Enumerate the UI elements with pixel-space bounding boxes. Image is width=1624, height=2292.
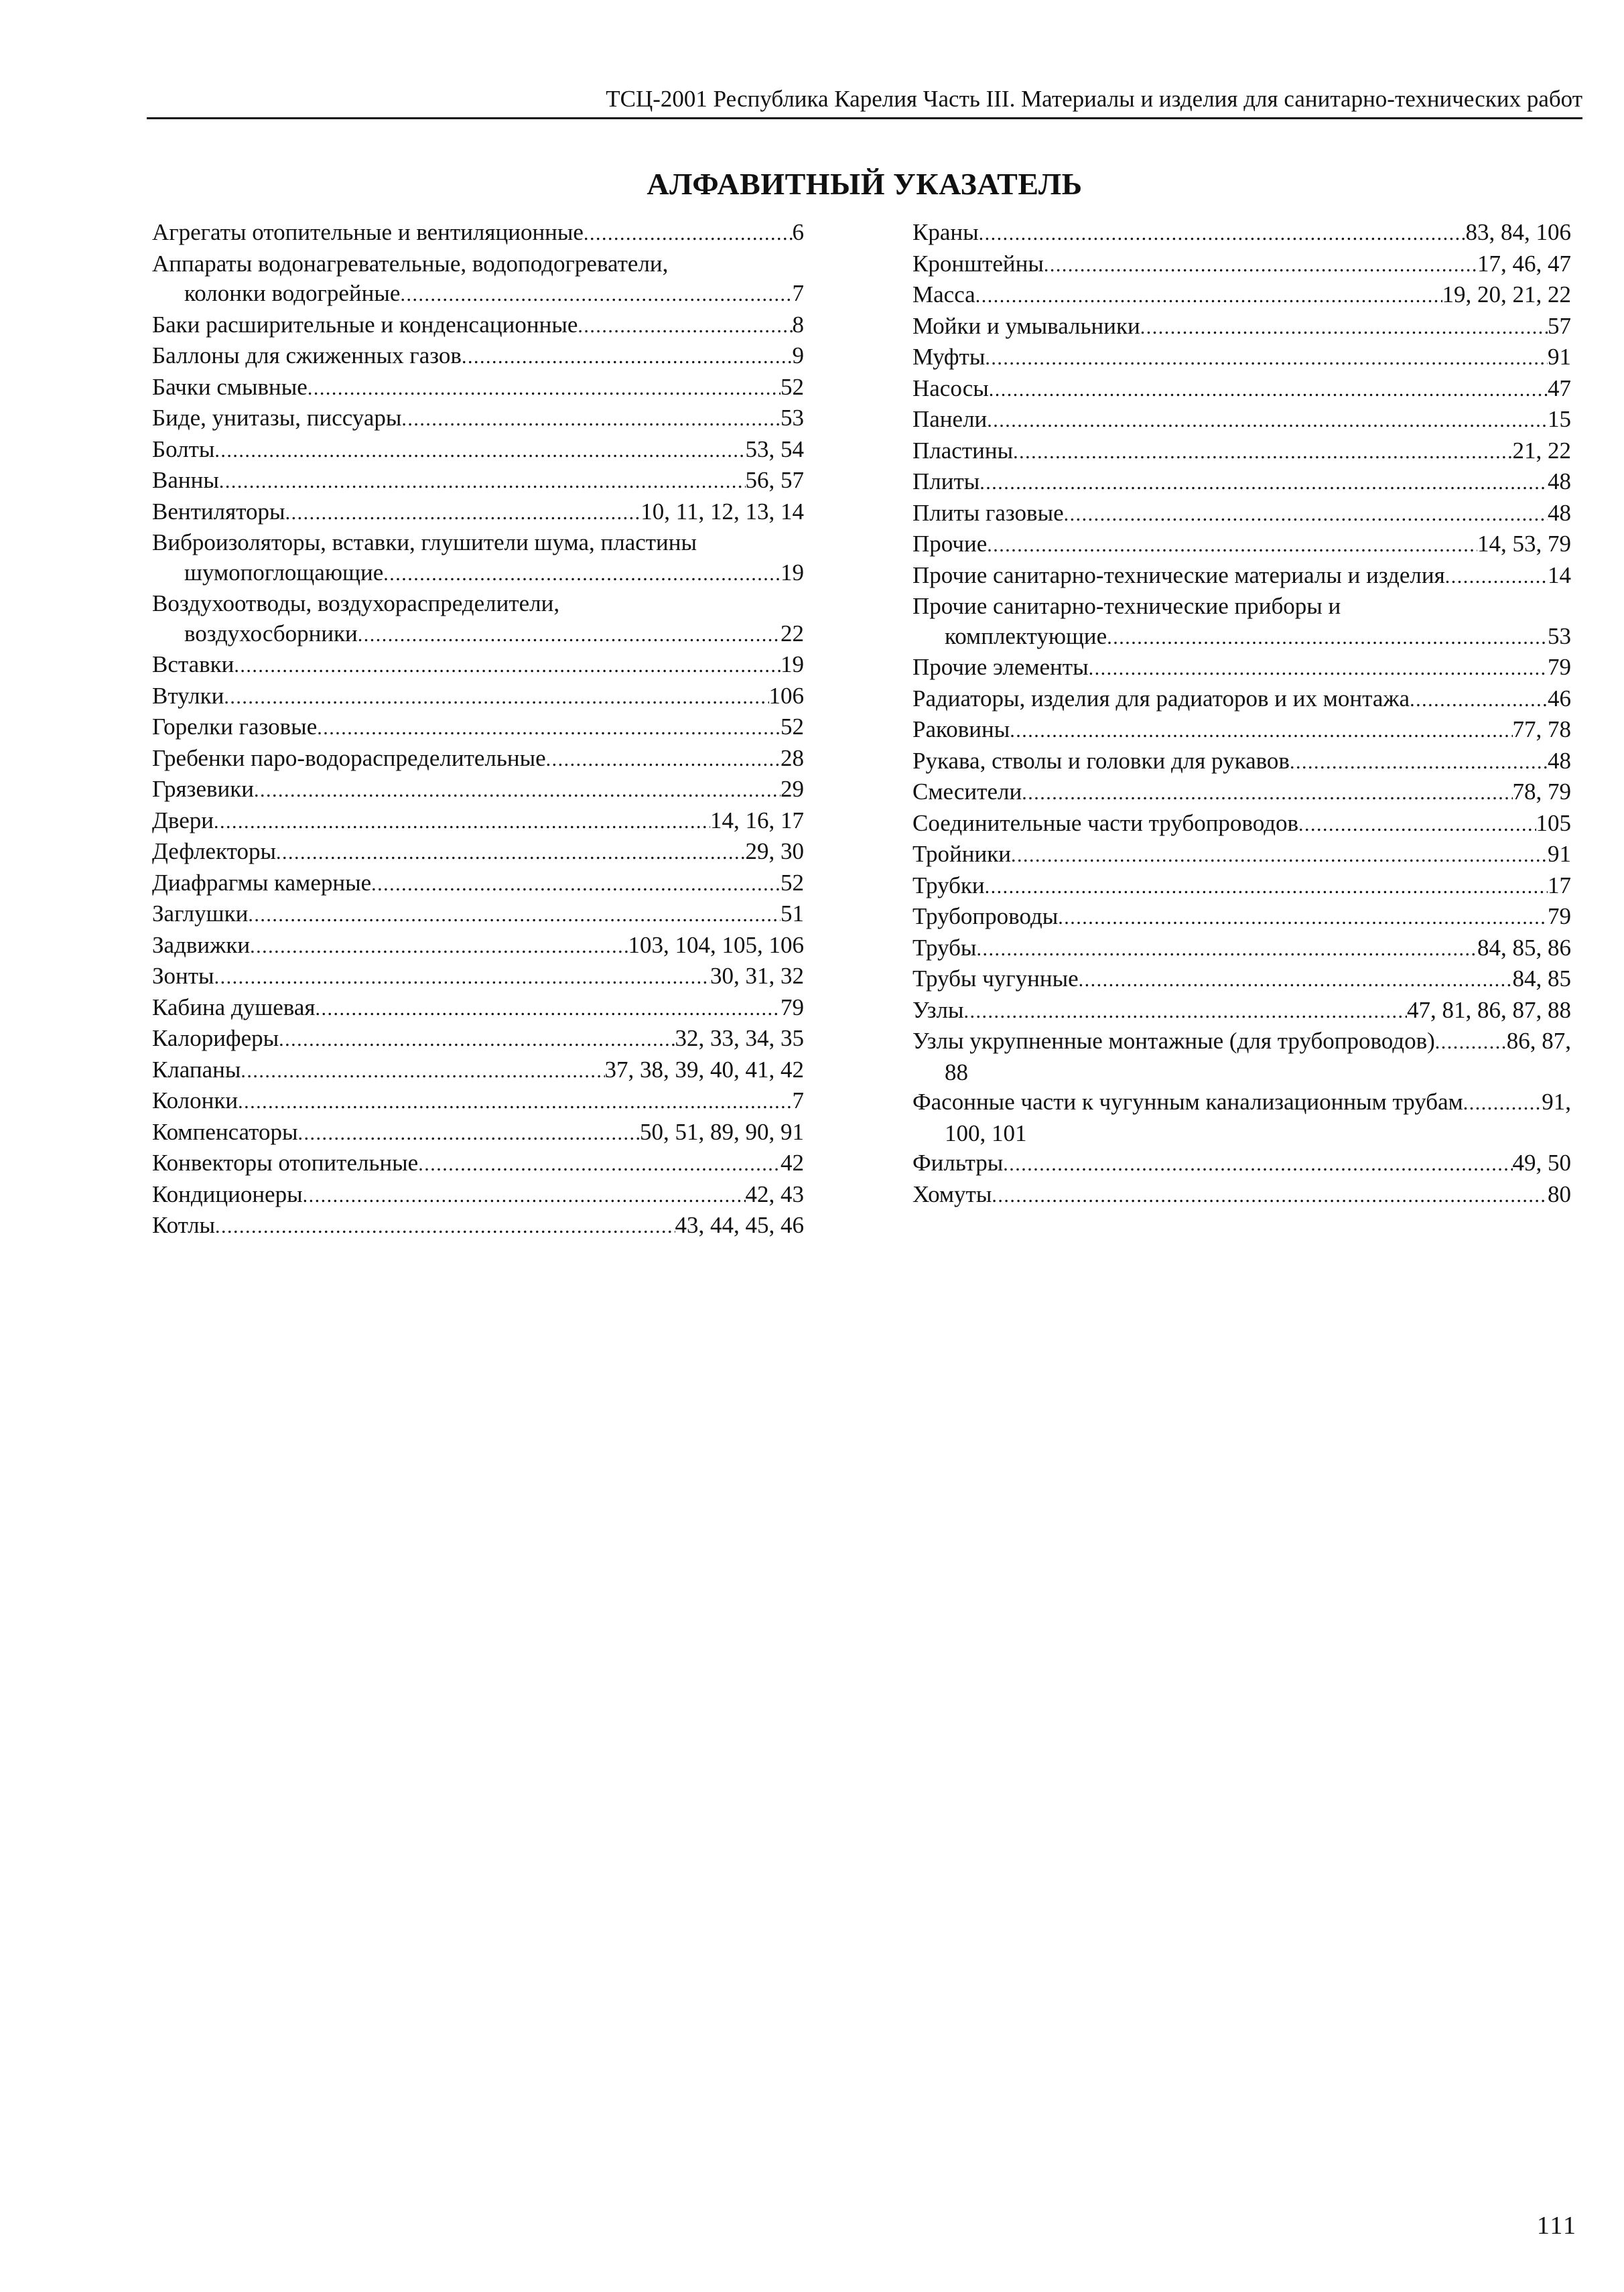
index-pages: 7 <box>792 1087 804 1114</box>
index-term: Болты <box>152 435 215 462</box>
index-pages: 48 <box>1548 468 1571 494</box>
index-pages: 79 <box>1548 654 1571 680</box>
index-term-continuation <box>152 619 804 651</box>
dot-leader <box>219 467 746 497</box>
dot-leader <box>214 436 745 466</box>
index-column-right <box>912 218 1571 1211</box>
index-term-continuation <box>152 558 804 590</box>
dot-leader <box>964 997 1407 1027</box>
index-term: Плиты газовые <box>912 499 1064 526</box>
index-pages: 57 <box>1548 312 1571 339</box>
dot-leader <box>1010 716 1512 746</box>
index-entry <box>152 341 804 373</box>
dot-leader <box>546 745 781 775</box>
index-entry <box>912 218 1571 249</box>
dot-leader <box>1463 1089 1542 1119</box>
dot-leader <box>975 281 1442 312</box>
index-term: Фасонные части к чугунным канализационным трубам <box>912 1089 1463 1115</box>
index-term: Смесители <box>912 779 1022 805</box>
dot-leader <box>992 1181 1548 1211</box>
index-term: Клапаны <box>152 1056 241 1083</box>
dot-leader <box>987 531 1477 561</box>
dot-leader <box>985 344 1548 374</box>
index-term: Котлы <box>152 1212 216 1238</box>
index-pages: 84, 85 <box>1512 965 1571 992</box>
index-entry <box>152 1118 804 1149</box>
index-term: Кабина душевая <box>152 994 316 1020</box>
index-entry <box>152 589 804 650</box>
index-pages: 29 <box>781 776 804 802</box>
index-pages: 80 <box>1548 1181 1571 1207</box>
index-pages: 91 <box>1548 841 1571 867</box>
index-pages: 22 <box>781 620 804 647</box>
index-pages: 91, <box>1542 1089 1571 1115</box>
index-term: Баки расширительные и конденсационные <box>152 311 578 338</box>
index-term: Прочие <box>912 531 988 557</box>
dot-leader <box>1298 810 1536 840</box>
index-term: Зонты <box>152 963 214 989</box>
index-pages: 8 <box>792 311 804 338</box>
index-column-left <box>152 218 804 1242</box>
index-entry <box>912 1180 1571 1211</box>
index-pages: 86, 87, <box>1506 1028 1571 1054</box>
index-entry <box>912 561 1571 592</box>
index-entry <box>912 280 1571 312</box>
index-term: Бачки смывные <box>152 373 308 400</box>
index-term: Ванны <box>152 467 219 493</box>
index-entry <box>912 933 1571 965</box>
index-entry <box>912 996 1571 1027</box>
index-pages: 37, 38, 39, 40, 41, 42 <box>604 1056 804 1083</box>
dot-leader <box>215 1212 675 1242</box>
index-entry <box>152 373 804 404</box>
index-pages: 78, 79 <box>1512 779 1571 805</box>
dot-leader <box>584 219 793 249</box>
index-pages: 52 <box>781 869 804 896</box>
dot-leader <box>979 468 1548 498</box>
index-entry <box>912 467 1571 498</box>
index-term: Краны <box>912 219 979 245</box>
dot-leader <box>1445 562 1548 592</box>
index-entry <box>152 712 804 744</box>
index-term: Прочие элементы <box>912 654 1089 680</box>
index-pages: 47 <box>1548 375 1571 401</box>
dot-leader <box>248 900 781 931</box>
index-entry <box>152 993 804 1024</box>
dot-leader <box>383 559 781 590</box>
dot-leader <box>462 342 793 373</box>
dot-leader <box>578 312 792 342</box>
index-entry <box>912 746 1571 778</box>
index-pages: 106 <box>768 682 804 709</box>
dot-leader <box>371 870 781 900</box>
index-pages: 50, 51, 89, 90, 91 <box>640 1118 804 1145</box>
index-term: Радиаторы, изделия для радиаторов и их монтажа <box>912 685 1410 712</box>
index-pages: 19 <box>781 559 804 586</box>
index-term: Заглушки <box>152 900 249 927</box>
index-pages: 105 <box>1536 809 1571 836</box>
index-pages: 103, 104, 105, 106 <box>628 931 804 958</box>
index-entry <box>912 405 1571 436</box>
index-term: Пластины <box>912 437 1014 464</box>
dot-leader <box>254 776 781 806</box>
index-term: Рукава, стволы и головки для рукавов <box>912 747 1290 774</box>
index-term: Раковины <box>912 716 1010 742</box>
index-pages: 19 <box>781 651 804 677</box>
index-entry <box>912 342 1571 374</box>
index-term: Аппараты водонагревательные, водоподогреватели, <box>152 250 669 277</box>
index-entry <box>912 715 1571 746</box>
index-entry <box>152 466 804 497</box>
index-entry <box>152 931 804 962</box>
dot-leader <box>1079 965 1513 996</box>
dot-leader <box>298 1119 640 1149</box>
index-pages: 42, 43 <box>745 1181 804 1207</box>
index-pages: 83, 84, 106 <box>1465 219 1571 245</box>
dot-leader <box>241 1057 604 1087</box>
index-pages: 42 <box>781 1150 804 1176</box>
index-term: Воздухоотводы, воздухораспределители, <box>152 590 560 616</box>
index-entry <box>152 403 804 435</box>
index-term-part: шумопоглощающие <box>184 559 384 586</box>
index-entry <box>912 498 1571 530</box>
index-pages: 51 <box>781 900 804 927</box>
index-term: Гребенки паро-водораспределительные <box>152 744 546 771</box>
page-title: АЛФАВИТНЫЙ УКАЗАТЕЛЬ <box>647 167 1083 201</box>
index-term: Узлы укрупненные монтажные (для трубопроводов) <box>912 1028 1435 1054</box>
index-term: Прочие санитарно-технические приборы и <box>912 593 1341 619</box>
index-entry <box>912 902 1571 933</box>
dot-leader <box>401 405 781 435</box>
index-entry <box>152 899 804 931</box>
index-term: Муфты <box>912 344 986 370</box>
index-pages: 29, 30 <box>745 838 804 864</box>
index-pages: 7 <box>792 280 804 306</box>
index-pages: 17 <box>1548 872 1571 898</box>
index-entry-line <box>912 1026 1571 1058</box>
index-term-part: воздухосборники <box>184 620 358 647</box>
index-entry <box>912 1026 1571 1087</box>
index-entry <box>152 1148 804 1180</box>
index-entry <box>912 809 1571 840</box>
index-entry <box>152 1180 804 1211</box>
index-pages: 10, 11, 12, 13, 14 <box>640 498 804 525</box>
index-term: Грязевики <box>152 776 254 802</box>
index-term: Колонки <box>152 1087 239 1114</box>
index-pages: 43, 44, 45, 46 <box>675 1212 804 1238</box>
index-pages: 14, 16, 17 <box>710 807 804 833</box>
dot-leader <box>250 932 628 962</box>
dot-leader <box>279 1025 675 1055</box>
index-entry <box>912 1087 1571 1148</box>
dot-leader <box>285 498 641 529</box>
index-term: Баллоны для сжиженных газов <box>152 342 462 368</box>
index-term-continuation <box>152 279 804 310</box>
index-entry <box>152 1211 804 1242</box>
dot-leader <box>400 280 792 310</box>
index-pages: 48 <box>1548 499 1571 526</box>
index-entry <box>152 961 804 993</box>
index-pages: 14 <box>1548 561 1571 588</box>
index-pages: 9 <box>792 342 804 368</box>
dot-leader <box>979 219 1466 249</box>
index-pages: 6 <box>792 219 804 245</box>
index-entry <box>912 964 1571 996</box>
dot-leader <box>1435 1028 1507 1058</box>
index-term: Панели <box>912 406 988 432</box>
index-entry <box>912 436 1571 468</box>
dot-leader <box>1003 1150 1512 1180</box>
index-entry <box>152 310 804 342</box>
index-entry <box>152 218 804 249</box>
index-pages: 84, 85, 86 <box>1477 934 1571 961</box>
index-entry <box>152 249 804 310</box>
index-entry <box>912 684 1571 716</box>
index-term: Плиты <box>912 468 980 494</box>
index-pages: 30, 31, 32 <box>710 963 804 989</box>
index-entry <box>152 1024 804 1055</box>
dot-leader <box>989 375 1548 405</box>
index-term: Калориферы <box>152 1025 279 1051</box>
index-term: Конвекторы отопительные <box>152 1150 419 1176</box>
dot-leader <box>308 374 781 404</box>
index-entry <box>152 1086 804 1118</box>
dot-leader <box>418 1150 781 1180</box>
index-entry <box>912 374 1571 405</box>
index-term: Соединительные части трубопроводов <box>912 809 1299 836</box>
index-pages: 49, 50 <box>1512 1150 1571 1176</box>
index-entry <box>152 774 804 806</box>
dot-leader <box>315 994 781 1024</box>
index-term: Трубы чугунные <box>912 965 1079 992</box>
index-term: Фильтры <box>912 1150 1004 1176</box>
index-term: Трубы <box>912 934 977 961</box>
dot-leader <box>1107 623 1548 653</box>
index-term: Трубки <box>912 872 985 898</box>
dot-leader <box>976 935 1477 965</box>
index-entry <box>152 868 804 900</box>
dot-leader <box>1064 500 1548 530</box>
dot-leader <box>317 714 781 744</box>
running-head: ТСЦ-2001 Республика Карелия Часть III. Материалы и изделия для санитарно-технических работ <box>606 86 1582 112</box>
index-pages: 53, 54 <box>745 435 804 462</box>
index-entry <box>152 497 804 529</box>
index-term: Мойки и умывальники <box>912 312 1140 339</box>
dot-leader <box>1011 841 1548 871</box>
index-pages: 53 <box>1548 622 1571 649</box>
dot-leader <box>238 1087 792 1118</box>
index-pages: 32, 33, 34, 35 <box>675 1025 804 1051</box>
dot-leader <box>1044 251 1477 281</box>
dot-leader <box>1410 685 1548 716</box>
index-term: Кронштейны <box>912 250 1044 277</box>
index-term-part: колонки водогрейные <box>184 280 401 306</box>
index-term: Горелки газовые <box>152 714 318 740</box>
index-entry <box>152 1055 804 1087</box>
index-entry <box>912 592 1571 653</box>
dot-leader <box>1140 313 1548 343</box>
index-term: Прочие санитарно-технические материалы и изделия <box>912 561 1445 588</box>
index-pages: 14, 53, 79 <box>1477 531 1571 557</box>
index-term: Трубопроводы <box>912 903 1059 929</box>
index-entry <box>152 837 804 868</box>
index-pages: 56, 57 <box>745 467 804 493</box>
index-pages: 52 <box>781 714 804 740</box>
index-term: Диафрагмы камерные <box>152 869 372 896</box>
dot-leader <box>303 1181 746 1211</box>
index-term-continuation <box>912 622 1571 653</box>
index-entry <box>152 681 804 713</box>
index-pages: 91 <box>1548 344 1571 370</box>
index-term: Компенсаторы <box>152 1118 298 1145</box>
index-pages: 21, 22 <box>1512 437 1571 464</box>
index-entry <box>912 653 1571 684</box>
index-term: Агрегаты отопительные и вентиляционные <box>152 219 584 245</box>
dot-leader <box>234 651 781 681</box>
index-term: Виброизоляторы, вставки, глушители шума, пластины <box>152 529 697 555</box>
dot-leader <box>276 838 746 868</box>
index-term: Узлы <box>912 996 964 1023</box>
dot-leader <box>985 872 1548 902</box>
index-term-part: комплектующие <box>945 622 1107 649</box>
index-pages-continuation: 100, 101 <box>945 1120 1027 1146</box>
dot-leader <box>987 406 1548 436</box>
index-term: Вентиляторы <box>152 498 285 525</box>
dot-leader <box>224 683 768 713</box>
index-pages: 79 <box>781 994 804 1020</box>
dot-leader <box>1290 748 1548 778</box>
index-pages: 77, 78 <box>1512 716 1571 742</box>
index-pages-continuation: 88 <box>945 1059 968 1085</box>
index-entry <box>912 249 1571 281</box>
index-pages: 79 <box>1548 903 1571 929</box>
index-term: Масса <box>912 281 975 308</box>
index-entry <box>152 435 804 466</box>
index-term: Задвижки <box>152 931 251 958</box>
index-entry <box>152 806 804 837</box>
index-term: Кондиционеры <box>152 1181 303 1207</box>
index-entry-line <box>912 1087 1571 1119</box>
index-term: Биде, унитазы, писсуары <box>152 405 402 431</box>
page-number: 111 <box>1536 2212 1577 2240</box>
index-entry <box>912 871 1571 902</box>
index-pages: 53 <box>781 405 804 431</box>
dot-leader <box>1013 437 1512 468</box>
index-entry <box>152 528 804 589</box>
index-entry <box>912 1148 1571 1180</box>
dot-leader <box>214 807 710 837</box>
index-entry <box>152 744 804 775</box>
index-pages: 52 <box>781 373 804 400</box>
index-entry <box>152 650 804 681</box>
index-entry <box>912 839 1571 871</box>
index-term: Насосы <box>912 375 989 401</box>
index-pages: 47, 81, 86, 87, 88 <box>1407 996 1571 1023</box>
index-term: Двери <box>152 807 214 833</box>
dot-leader <box>358 620 781 651</box>
index-pages: 17, 46, 47 <box>1477 250 1571 277</box>
dot-leader <box>1022 779 1512 809</box>
index-term: Дефлекторы <box>152 838 276 864</box>
dot-leader <box>1089 654 1548 684</box>
index-term: Хомуты <box>912 1181 992 1207</box>
index-entry <box>912 777 1571 809</box>
index-pages: 28 <box>781 744 804 771</box>
index-pages: 19, 20, 21, 22 <box>1442 281 1571 308</box>
index-term: Вставки <box>152 651 234 677</box>
index-entry <box>912 529 1571 561</box>
index-pages: 15 <box>1548 406 1571 432</box>
index-term: Втулки <box>152 682 224 709</box>
dot-leader <box>214 963 710 993</box>
index-pages: 46 <box>1548 685 1571 712</box>
index-entry <box>912 312 1571 343</box>
dot-leader <box>1058 903 1548 933</box>
index-pages: 48 <box>1548 747 1571 774</box>
index-term: Тройники <box>912 841 1011 867</box>
header-rule <box>147 117 1582 119</box>
